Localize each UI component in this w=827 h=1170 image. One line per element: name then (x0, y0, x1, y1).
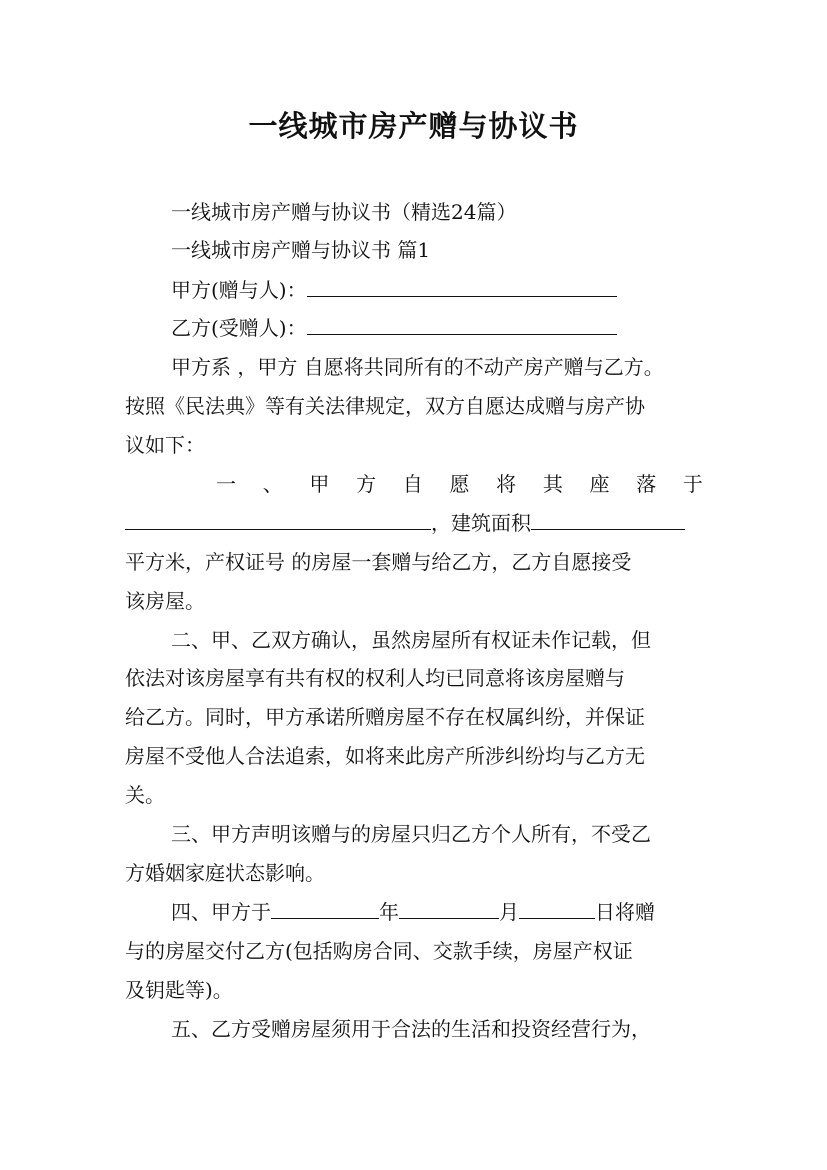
intro-line: 议如下： (125, 433, 205, 457)
clause1-line: 该房屋。 (125, 589, 205, 613)
clause1-char: 自 (402, 472, 423, 496)
clause1-address-line (125, 509, 703, 537)
subtitle: 一线城市房产赠与协议书（精选24篇） (171, 200, 517, 224)
day-blank[interactable] (519, 898, 595, 919)
document-title: 一线城市房产赠与协议书 (248, 109, 579, 143)
party-b-blank[interactable] (307, 314, 617, 335)
section-heading: 一线城市房产赠与协议书 篇1 (171, 238, 431, 262)
intro-line: 甲方系 ，甲方 自愿将共同所有的不动产房产赠与乙方。 (171, 355, 664, 379)
clause1-char: 于 (682, 472, 703, 496)
clause1-char: 落 (636, 472, 657, 496)
clause4-date-line (125, 898, 749, 926)
clause4-line: 与的房屋交付乙方(包括购房合同、交款手续，房屋产权证 (125, 939, 633, 963)
clause1-char: 将 (496, 472, 517, 496)
intro-line: 按照《民法典》等有关法律规定，双方自愿达成赠与房产协 (125, 394, 645, 418)
area-label: ，建筑面积 (431, 511, 531, 535)
area-blank[interactable] (531, 509, 685, 530)
clause5-line: 五、乙方受赠房屋须用于合法的生活和投资经营行为， (171, 1017, 651, 1041)
clause2-line: 依法对该房屋享有共有权的权利人均已同意将该房屋赠与 (125, 666, 625, 690)
clause3-line: 三、甲方声明该赠与的房屋只归乙方个人所有，不受乙 (171, 822, 651, 846)
year-label: 年 (379, 900, 399, 924)
party-a-line (125, 276, 749, 304)
clause1-char: 座 (589, 472, 610, 496)
clause2-line: 关。 (125, 783, 165, 807)
clause1-char: 、 (262, 472, 283, 496)
clause2-line: 房屋不受他人合法追索，如将来此房产所涉纠纷均与乙方无 (125, 744, 645, 768)
clause1-char: 一 (216, 472, 236, 496)
day-label: 日将赠 (595, 900, 655, 924)
clause2-line: 给乙方。同时，甲方承诺所赠房屋不存在权属纠纷，并保证 (125, 705, 645, 729)
clause4-prefix: 四、甲方于 (171, 900, 271, 924)
clause1-char: 甲 (309, 472, 330, 496)
clause2-line: 二、甲、乙双方确认，虽然房屋所有权证未作记载，但 (171, 628, 651, 652)
party-a-blank[interactable] (307, 276, 617, 297)
month-label: 月 (499, 900, 519, 924)
party-a-label: 甲方(赠与人)： (171, 278, 307, 302)
address-blank[interactable] (125, 509, 431, 530)
clause1-char: 愿 (449, 472, 470, 496)
clause1-char: 其 (542, 472, 563, 496)
clause1-char: 方 (356, 472, 377, 496)
month-blank[interactable] (399, 898, 499, 919)
clause1-spaced-line (216, 470, 703, 498)
clause4-line: 及钥匙等)。 (125, 978, 233, 1002)
party-b-label: 乙方(受赠人)： (171, 316, 307, 340)
clause3-line: 方婚姻家庭状态影响。 (125, 861, 325, 885)
year-blank[interactable] (271, 898, 379, 919)
party-b-line (125, 314, 749, 342)
clause1-line: 平方米，产权证号 的房屋一套赠与给乙方，乙方自愿接受 (125, 550, 632, 574)
